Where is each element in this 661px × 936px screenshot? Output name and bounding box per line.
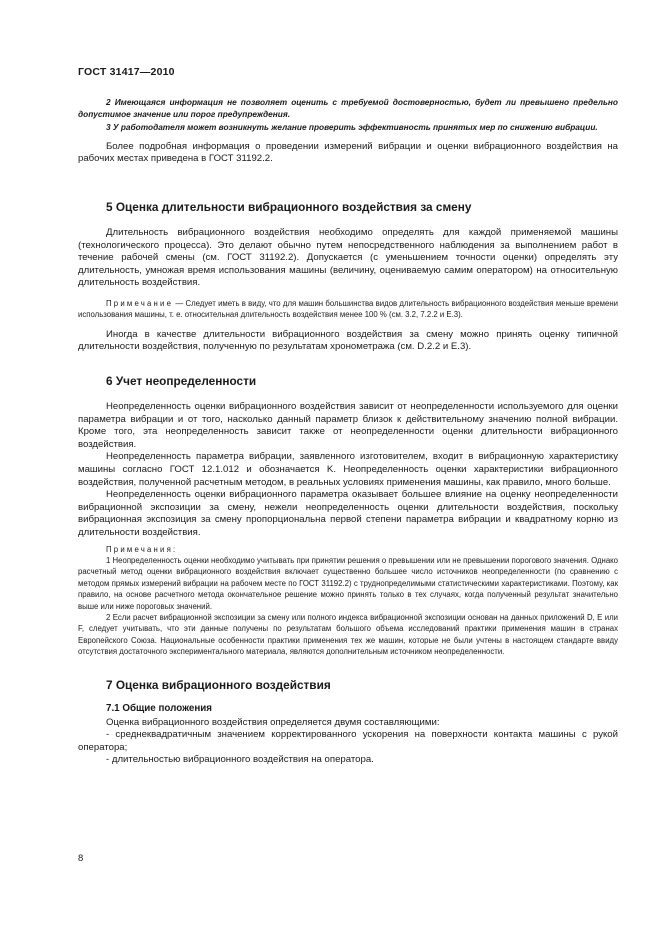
section-6-paragraph-2: Неопределенность параметра вибрации, заявленного изготовителем, входит в вибрационную характеристику машины согласно ГОСТ 12.1.012 и обозначается K. Неопределенность оценки характеристики вибрационного воздействия, полученной расчетным методом, в реальных условиях применения машины, как правило, много больше.	[78, 451, 618, 488]
section-6-paragraph-1: Неопределенность оценки вибрационного воздействия зависит от неопределенности используемого для оценки параметра вибрации и от того, насколько данный параметр близок к действительному значению полной вибрации. Кроме того, эта неопределенность зависит также от неопределенности оценки длительности вибрационного воздействия.	[78, 401, 618, 450]
page-number: 8	[78, 853, 84, 864]
standard-header: ГОСТ 31417—2010	[78, 66, 175, 78]
section-5-heading: 5 Оценка длительности вибрационного воздействия за смену	[106, 200, 472, 215]
section-7-1-heading: 7.1 Общие положения	[106, 702, 213, 714]
section-7-list-item-2: - длительностью вибрационного воздействия на оператора.	[106, 754, 374, 766]
section-5-paragraph-1: Длительность вибрационного воздействия необходимо определять для каждой применяемой машины (технологического процесса). Это делают обычно путем непосредственного наблюдения за выполнением работ в течение рабочей смены (см. ГОСТ 31192.2). Допускается (с уменьшением точности оценки) определять эту длительность, умножая время использования машины (величину, оцениваемую самим оператором) на относительную длительность воздействия.	[78, 227, 618, 289]
section-6-note-2: 2 Если расчет вибрационной экспозиции за смену или полного индекса вибрационной экспозиции основан на данных приложений D, E или F, следует учитывать, что эти данные получены по результатам большого объема исследований практики применения машин в странах Европейского Союза. Национальные особенности практики применения тех же машин, которые не были учтены в настоящем стандарте ввиду отсутствия достаточного экспериментального материала, являются дополнительным источником неопределенности.	[78, 613, 618, 657]
intro-paragraph: Более подробная информация о проведении измерений вибрации и оценки вибрационного воздействия на рабочих местах приведена в ГОСТ 31192.2.	[78, 140, 618, 165]
section-5-paragraph-2: Иногда в качестве длительности вибрационного воздействия за смену можно принять оценку типичной длительности воздействия, полученную по результатам хронометража (см. D.2.2 и Е.3).	[78, 328, 618, 353]
note-label: Примечание	[106, 299, 174, 309]
section-7-heading: 7 Оценка вибрационного воздействия	[106, 677, 331, 692]
notes-label: Примечания:	[106, 544, 178, 554]
section-7-paragraph-1: Оценка вибрационного воздействия определяется двумя составляющими:	[106, 716, 440, 728]
section-6-notes-label	[78, 544, 618, 555]
italic-note-2: 2 Имеющаяся информация не позволяет оценить с требуемой достоверностью, будет ли превышено предельно допустимое значение или порог предупреждения.	[78, 97, 618, 120]
section-6-paragraph-3: Неопределенность оценки вибрационного параметра оказывает большее влияние на оценку неопределенности вибрационной экспозиции за смену, нежели неопределенность оценки длительности воздействия, поскольку вибрационная экспозиция за смену пропорциональна первой степени параметра вибрации и квадратному корню из длительности воздействия.	[78, 489, 618, 538]
section-5-note	[78, 298, 618, 321]
note-text: — Следует иметь в виду, что для машин большинства видов длительность вибрационного воздействия меньше времени использования машины, т. е. относительная длительность воздействия менее 100 % (см. 3.2, 7.2.2 и Е.3).	[78, 299, 618, 320]
italic-note-3: 3 У работодателя может возникнуть желание проверить эффективность принятых мер по снижению вибрации.	[106, 121, 598, 132]
section-6-note-1: 1 Неопределенность оценки необходимо учитывать при принятии решения о превышении или не превышении порогового значения. Однако расчетный метод оценки вибрационного воздействия включает существенно большее число источников неопределенности (по сравнению с методом прямых измерений вибрации на рабочем месте по ГОСТ 31192.2) с труднопределимыми статистическими характеристиками. Поэтому, как правило, на основе расчетного метода окончательное решение можно принять только в тех случаях, когда полученный результат значительно выше или ниже пороговых значений.	[78, 555, 618, 611]
section-7-list-item-1: - среднеквадратичным значением корректированного ускорения на поверхности контакта машины с рукой оператора;	[78, 729, 618, 753]
section-6-heading: 6 Учет неопределенности	[106, 374, 257, 389]
page-content	[78, 96, 618, 767]
